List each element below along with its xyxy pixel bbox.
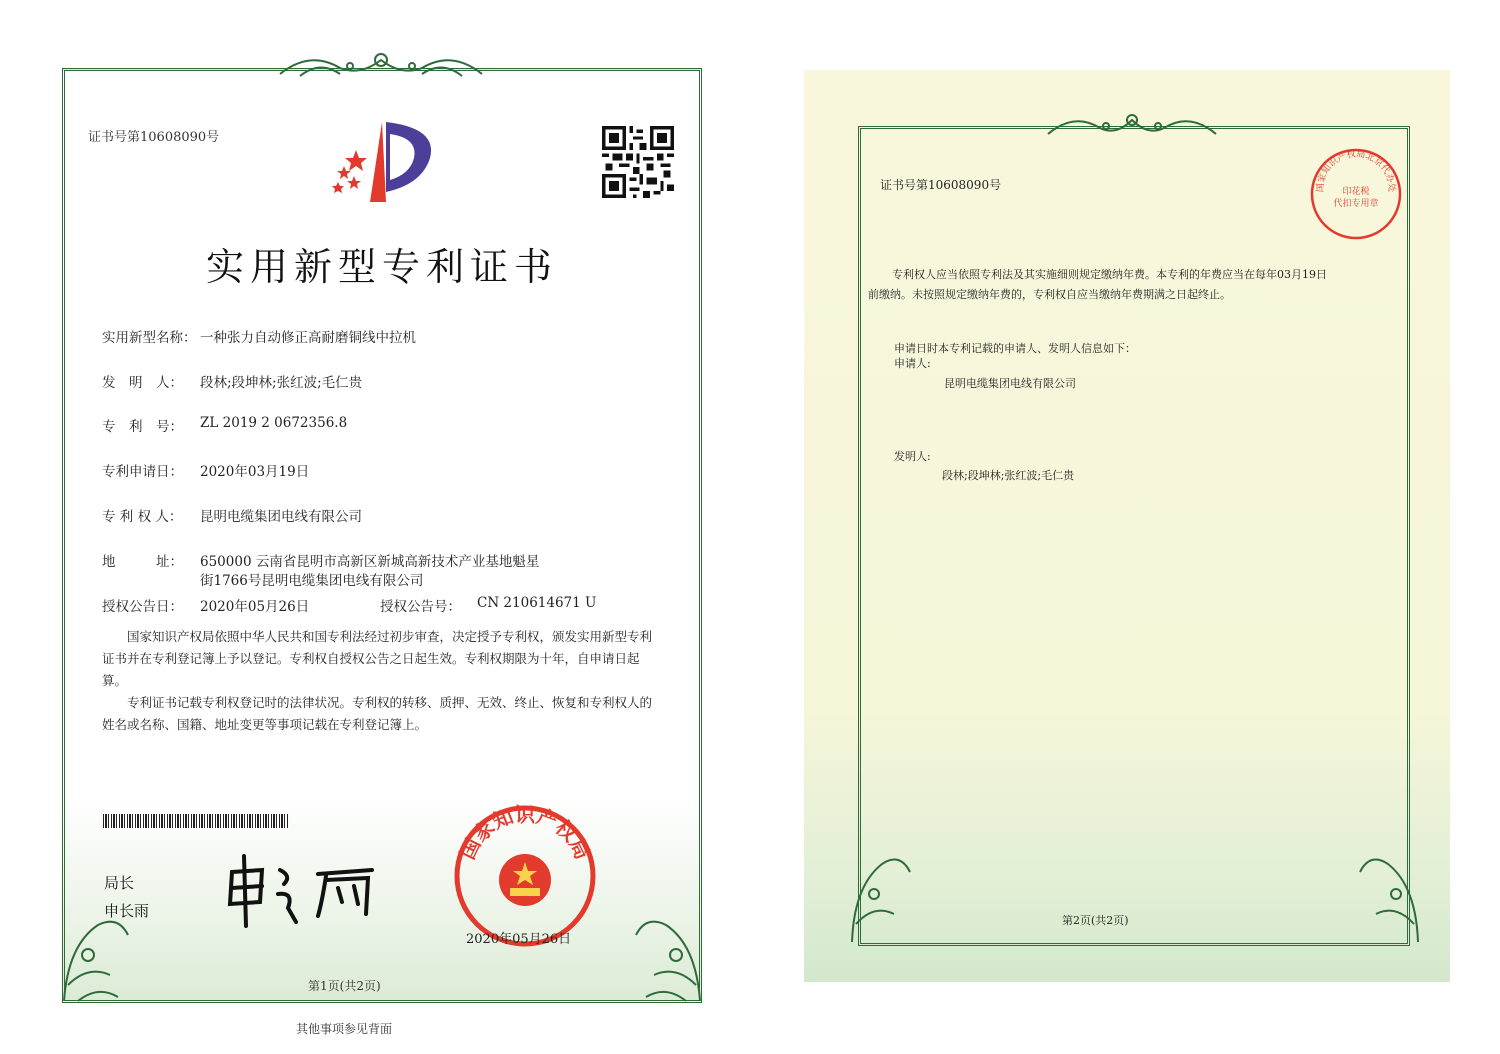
seal-text: 国家知识产权局: [455, 802, 595, 863]
tax-stamp-center-2: 代扣专用章: [1333, 199, 1379, 209]
certificate-title: 实用新型专利证书: [206, 245, 559, 289]
svg-text:国家知识产权局: [455, 803, 595, 863]
patentee: 昆明电缆集团电线有限公司: [200, 509, 362, 525]
applicant-value: 昆明电缆集团电线有限公司: [944, 377, 1076, 390]
tax-stamp-text: 国家知识产权局北京代办处: [1315, 149, 1397, 193]
bottom-right-ornament: [616, 905, 706, 1005]
bottom-left-ornament-2: [846, 840, 926, 946]
director-title: 局长: [104, 874, 135, 892]
annual-fee-line-2: 前缴纳。未按照规定缴纳年费的，专利权自应当缴纳年费期满之日起终止。: [868, 288, 1231, 301]
inventor-label-2: 发明人:: [894, 450, 931, 463]
grant-date-label: 授权公告日：: [102, 599, 183, 615]
utility-model-name-label: 实用新型名称：: [102, 330, 197, 346]
grant-date: 2020年05月26日: [200, 599, 310, 615]
page-number-1: 第1页(共2页): [308, 979, 381, 993]
qr-code: [602, 126, 674, 198]
inventor-value: 段林;段坤林;张红波;毛仁贵: [200, 375, 363, 391]
top-ornament-2: [1040, 108, 1224, 142]
application-date-label: 专利申请日：: [102, 464, 183, 480]
application-date: 2020年03月19日: [200, 464, 310, 480]
applicant-label: 申请人:: [894, 357, 931, 370]
svg-text:国家知识产权局北京代办处: [1315, 148, 1398, 193]
patent-number-label: 专 利 号：: [102, 419, 183, 435]
annual-fee-line-1: 专利权人应当依照专利法及其实施细则规定缴纳年费。本专利的年费应当在每年03月19日: [892, 268, 1327, 281]
seal-date: 2020年05月26日: [466, 932, 572, 947]
inventor-label: 发 明 人：: [102, 375, 183, 391]
inventor-value-2: 段林;段坤林;张红波;毛仁贵: [942, 469, 1075, 482]
tax-stamp: [1308, 146, 1404, 242]
certificate-frame-2: [858, 126, 1410, 946]
grant-paragraph: 国家知识产权局依照中华人民共和国专利法经过初步审查，决定授予专利权，颁发实用新型专利证书并在专利登记簿上予以登记。专利权自授权公告之日起生效。专利权期限为十年，自申请日起算。: [102, 629, 653, 688]
footer-note: 其他事项参见背面: [296, 1022, 393, 1036]
director-signature: [222, 852, 382, 930]
address-line-1: 650000 云南省昆明市高新区新城高新技术产业基地魁星: [200, 554, 540, 570]
bottom-right-ornament-2: [1344, 840, 1424, 946]
info-heading: 申请日时本专利记载的申请人、发明人信息如下：: [894, 342, 1136, 355]
director-name: 申长雨: [104, 902, 150, 920]
grant-number: CN 210614671 U: [477, 595, 597, 611]
barcode: [103, 814, 289, 828]
patentee-label: 专 利 权 人：: [102, 509, 183, 525]
top-ornament: [270, 46, 492, 84]
utility-model-name: 一种张力自动修正高耐磨铜线中拉机: [200, 330, 416, 346]
legal-status-paragraph: 专利证书记载专利权登记时的法律状况。专利权的转移、质押、无效、终止、恢复和专利权人的姓名或名称、国籍、地址变更等事项记载在专利登记簿上。: [102, 695, 653, 732]
tax-stamp-center-1: 印花税: [1342, 187, 1370, 197]
certificate-number-2: 证书号第10608090号: [880, 178, 1002, 192]
page-number-2: 第2页(共2页): [1062, 914, 1129, 927]
certificate-frame: [62, 68, 702, 1003]
address-line-2: 街1766号昆明电缆集团电线有限公司: [200, 573, 424, 589]
certificate-number: 证书号第10608090号: [88, 130, 220, 145]
patent-number: ZL 2019 2 0672356.8: [200, 415, 348, 431]
grant-number-label: 授权公告号：: [380, 599, 461, 615]
bottom-left-ornament: [58, 905, 148, 1005]
address-label: 地 址：: [102, 554, 183, 570]
patent-office-logo: [326, 118, 438, 206]
